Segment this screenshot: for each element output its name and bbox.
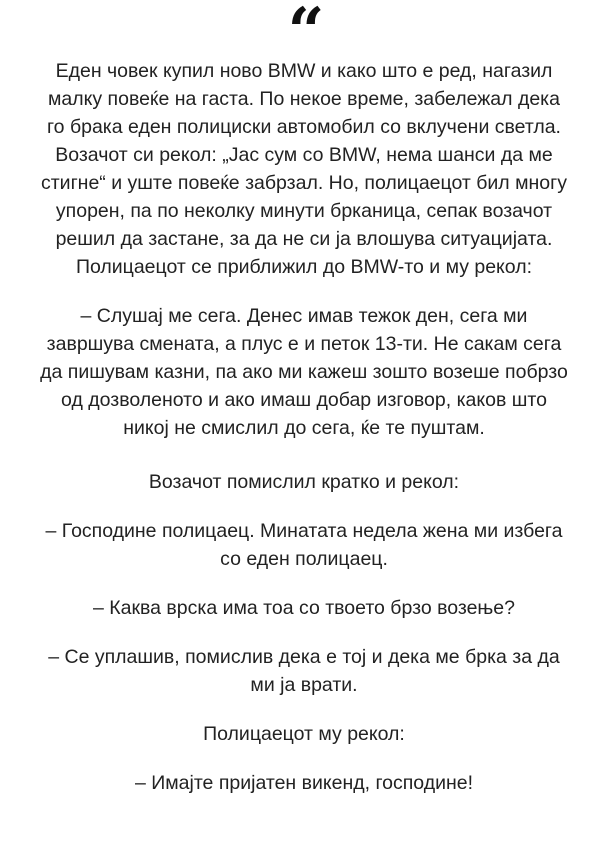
paragraph-police-reply: Полицаецот му рекол: — [203, 723, 405, 745]
paragraph-intro: Еден човек купил ново BMW и како што е ред, нагазил малку повеќе на гаста. По некое време, забележал дека го брака еден полициски автомобил со вклучени светла. Возачот си рекол: „Јас сум со BMW, нема шанси да ме стигне“ и уште повеќе забрзал. Но, полицаецот бил многу упорен, па по неколку минути брканица, сепак возачот решил да застане, за да не си ја влошува ситуацијата. Полицаецот се приближил до BMW-то и му рекол: — [41, 60, 567, 278]
paragraph-closing: – Имајте пријатен викенд, господине! — [134, 772, 473, 794]
quote-mark-icon: “ — [287, 0, 321, 69]
paragraph-driver-answer: – Господине полицаец. Минатата недела жена ми избега со еден полицаец. — [45, 520, 563, 570]
paragraph-driver-thought: Возачот помислил кратко и рекол: — [148, 471, 460, 493]
joke-article — [40, 57, 568, 818]
paragraph-police-speech: – Слушај ме сега. Денес имав тежок ден, сега ми завршува смената, а плус е и петок 13-ти. Не сакам сега да пишувам казни, па ако ми кажеш зошто возеше побрзо од дозволеното и ако имаш добар изговор, каков што никој не смислил до сега, ќе те пуштам. — [40, 305, 568, 439]
paragraph-driver-explanation: – Се уплашив, помислив дека е тој и дека ме брка за да ми ја врати. — [48, 646, 560, 696]
paragraph-police-question: – Каква врска има тоа со твоето брзо возење? — [93, 597, 515, 619]
